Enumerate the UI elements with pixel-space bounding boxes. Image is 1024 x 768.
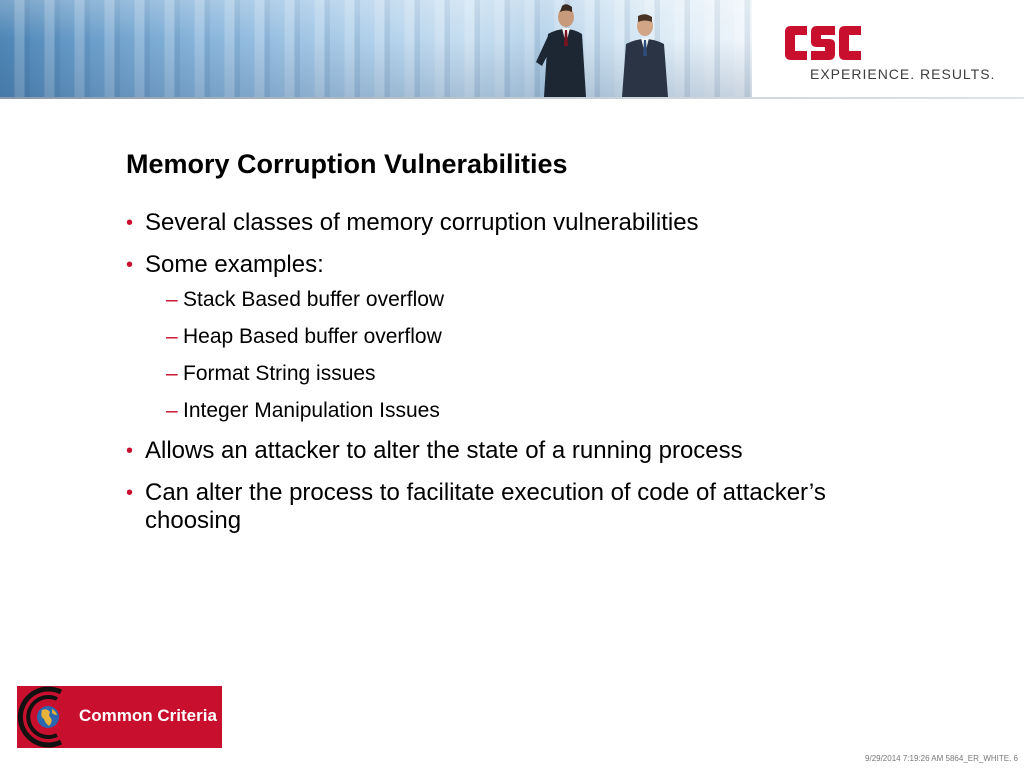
slide-title: Memory Corruption Vulnerabilities bbox=[126, 149, 568, 179]
bullet-item bbox=[126, 209, 886, 237]
sub-bullet-text: Stack Based buffer overflow bbox=[183, 288, 445, 311]
csc-logo-icon bbox=[783, 22, 863, 64]
sub-bullet-text: Integer Manipulation Issues bbox=[183, 399, 440, 422]
globe-emblem-icon bbox=[17, 686, 77, 748]
dash-icon: – bbox=[166, 325, 178, 348]
common-criteria-label: Common Criteria bbox=[79, 706, 217, 725]
sub-bullet-text: Heap Based buffer overflow bbox=[183, 325, 442, 348]
bullet-text: Can alter the process to facilitate execution of code of attacker’s choosing bbox=[145, 479, 826, 534]
bullet-text: Allows an attacker to alter the state of a running process bbox=[145, 437, 743, 464]
sub-bullet-item bbox=[145, 398, 886, 423]
dash-icon: – bbox=[166, 288, 178, 311]
bullet-list bbox=[126, 203, 886, 535]
slide-header bbox=[0, 0, 1024, 99]
bullet-dot-icon: • bbox=[126, 212, 134, 234]
dash-icon: – bbox=[166, 362, 178, 385]
header-divider bbox=[0, 97, 1024, 99]
sub-bullet-item bbox=[145, 361, 886, 386]
slide-footer-meta: 9/29/2014 7:19:26 AM 5864_ER_WHITE. 6 bbox=[865, 754, 1018, 763]
bullet-text: Some examples: bbox=[145, 251, 324, 278]
bullet-dot-icon: • bbox=[126, 254, 134, 276]
sub-bullet-item bbox=[145, 287, 886, 312]
sub-bullet-text: Format String issues bbox=[183, 362, 376, 385]
bullet-dot-icon: • bbox=[126, 440, 134, 462]
bullet-item bbox=[126, 437, 886, 465]
common-criteria-logo bbox=[17, 686, 222, 748]
bullet-item bbox=[126, 479, 886, 535]
brand-tagline: EXPERIENCE. RESULTS. bbox=[810, 66, 996, 82]
bullet-dot-icon: • bbox=[126, 482, 134, 504]
dash-icon: – bbox=[166, 399, 178, 422]
bullet-item bbox=[126, 251, 886, 423]
bullet-text: Several classes of memory corruption vulnerabilities bbox=[145, 209, 699, 236]
business-people-image bbox=[518, 0, 698, 97]
sub-bullet-list bbox=[145, 287, 886, 423]
header-banner-photo bbox=[0, 0, 752, 97]
sub-bullet-item bbox=[145, 324, 886, 349]
